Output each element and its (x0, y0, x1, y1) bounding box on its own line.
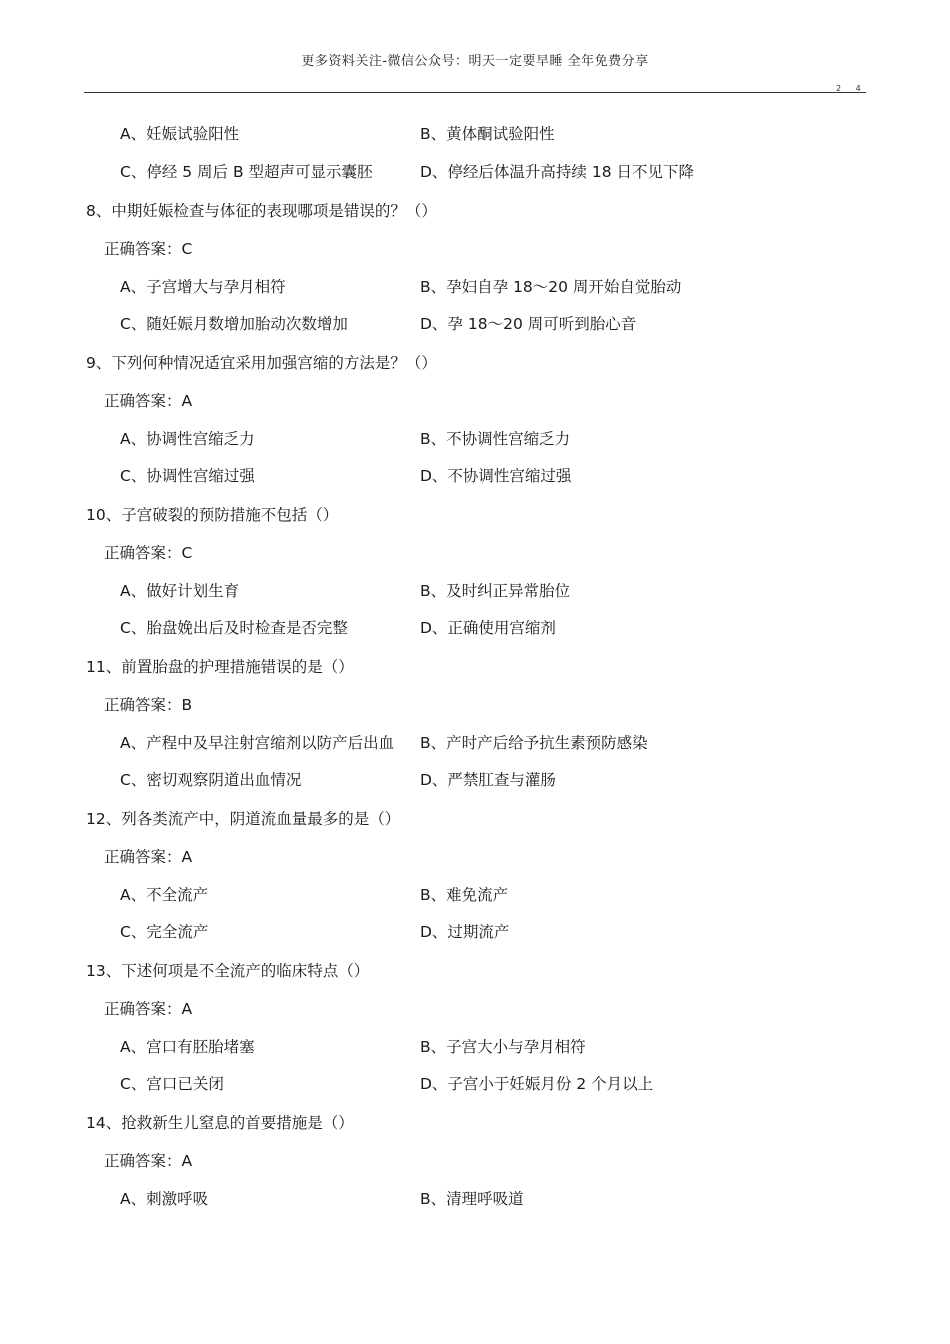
question-stem: 9、下列何种情况适宜采用加强宫缩的方法是？（） (86, 354, 437, 372)
option-c: C、胎盘娩出后及时检查是否完整 (120, 619, 348, 637)
option-b: B、不协调性宫缩乏力 (420, 430, 571, 448)
option-a: A、协调性宫缩乏力 (120, 430, 255, 448)
option-b: B、及时纠正异常胎位 (420, 582, 571, 600)
option-b: B、孕妇自孕 18～20 周开始自觉胎动 (420, 278, 682, 296)
correct-answer: 正确答案：A (104, 1152, 193, 1170)
header-divider (84, 92, 866, 93)
option-d: D、正确使用宫缩剂 (420, 619, 556, 637)
question-stem: 13、下述何项是不全流产的临床特点（） (86, 962, 370, 980)
option-a: A、产程中及早注射宫缩剂以防产后出血 (120, 734, 395, 752)
correct-answer: 正确答案：A (104, 848, 193, 866)
option-a: A、刺激呼吸 (120, 1190, 209, 1208)
option-c: C、完全流产 (120, 923, 209, 941)
option-c: C、停经 5 周后 B 型超声可显示囊胚 (120, 163, 373, 181)
option-d: D、子宫小于妊娠月份 2 个月以上 (420, 1075, 654, 1093)
option-b: B、难免流产 (420, 886, 509, 904)
option-c: C、宫口已关闭 (120, 1075, 224, 1093)
correct-answer: 正确答案：C (104, 544, 193, 562)
option-c: C、随妊娠月数增加胎动次数增加 (120, 315, 348, 333)
option-c: C、密切观察阴道出血情况 (120, 771, 302, 789)
option-a: A、做好计划生育 (120, 582, 240, 600)
option-a: A、宫口有胚胎堵塞 (120, 1038, 255, 1056)
question-stem: 11、前置胎盘的护理措施错误的是（） (86, 658, 354, 676)
option-a: A、不全流产 (120, 886, 209, 904)
question-stem: 14、抢救新生儿窒息的首要措施是（） (86, 1114, 354, 1132)
option-d: D、停经后体温升高持续 18 日不见下降 (420, 163, 695, 181)
question-stem: 10、子宫破裂的预防措施不包括（） (86, 506, 339, 524)
question-stem: 12、列各类流产中，阴道流血量最多的是（） (86, 810, 401, 828)
option-d: D、孕 18～20 周可听到胎心音 (420, 315, 637, 333)
option-d: D、严禁肛查与灌肠 (420, 771, 556, 789)
page-number: 2 4 (836, 84, 867, 93)
correct-answer: 正确答案：B (104, 696, 193, 714)
option-b: B、产时产后给予抗生素预防感染 (420, 734, 648, 752)
option-b: B、清理呼吸道 (420, 1190, 524, 1208)
option-c: C、协调性宫缩过强 (120, 467, 255, 485)
option-d: D、过期流产 (420, 923, 510, 941)
page-header: 更多资料关注-微信公众号：明天一定要早睡 全年免费分享 (301, 54, 649, 69)
correct-answer: 正确答案：A (104, 1000, 193, 1018)
question-stem: 8、中期妊娠检查与体征的表现哪项是错误的？（） (86, 202, 437, 220)
correct-answer: 正确答案：A (104, 392, 193, 410)
option-a: A、子宫增大与孕月相符 (120, 278, 286, 296)
option-d: D、不协调性宫缩过强 (420, 467, 572, 485)
option-a: A、妊娠试验阳性 (120, 125, 240, 143)
option-b: B、黄体酮试验阳性 (420, 125, 555, 143)
option-b: B、子宫大小与孕月相符 (420, 1038, 586, 1056)
correct-answer: 正确答案：C (104, 240, 193, 258)
